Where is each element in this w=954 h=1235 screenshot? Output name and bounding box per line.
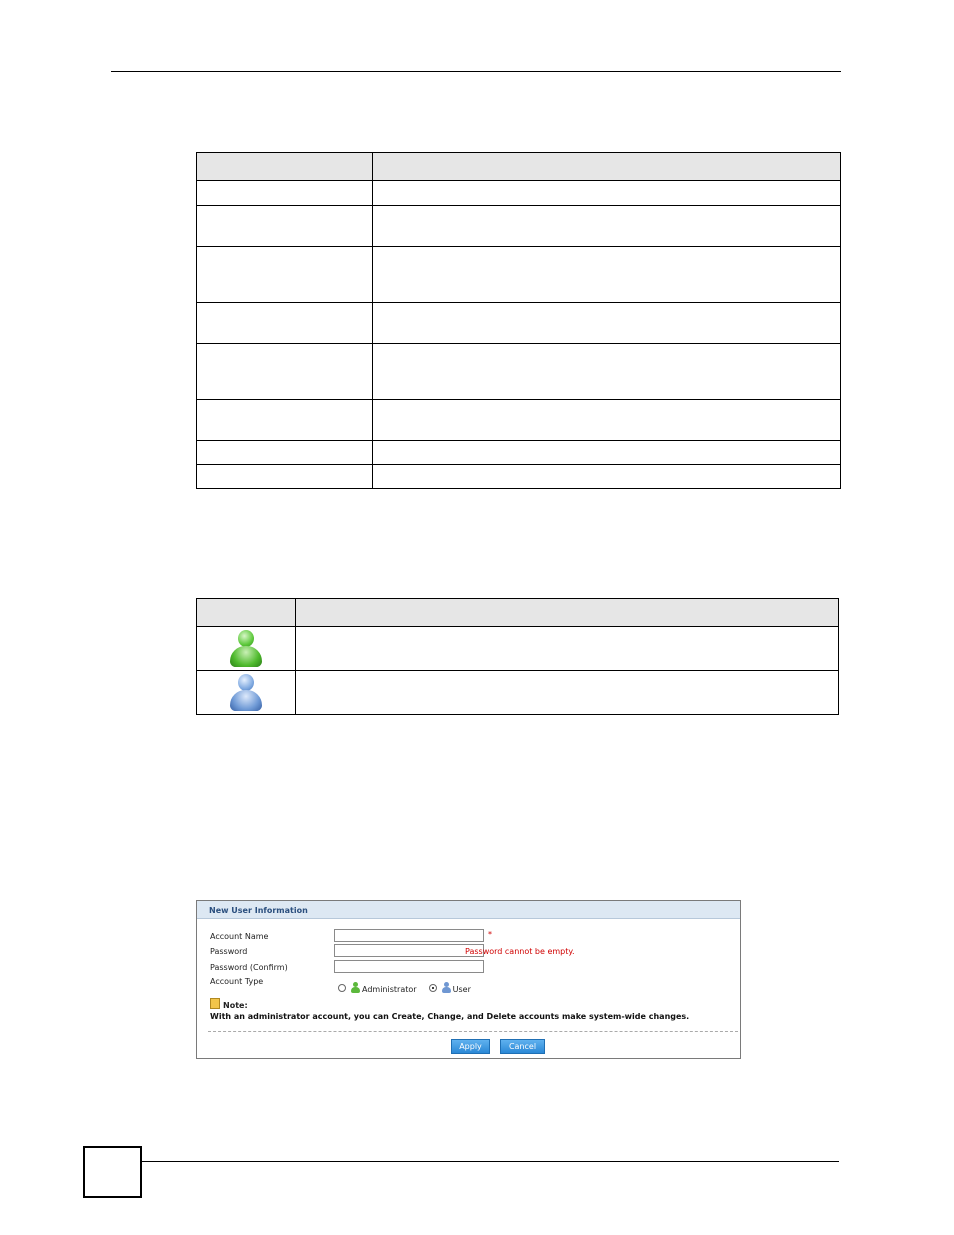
table-cell — [373, 206, 841, 247]
note-icon — [210, 998, 220, 1009]
table-cell — [197, 671, 296, 715]
table-header-cell — [197, 599, 296, 627]
administrator-icon — [226, 629, 266, 669]
table-cell — [197, 247, 373, 303]
user-option-label: User — [452, 985, 471, 994]
note-text: With an administrator account, you can Create, Change, and Delete accounts make system-wide changes. — [210, 1012, 690, 1021]
table-cell — [197, 206, 373, 247]
table-header-cell — [197, 153, 373, 181]
password-input[interactable] — [334, 944, 484, 957]
table-header-cell — [373, 153, 841, 181]
table-cell — [197, 627, 296, 671]
header-rule — [111, 71, 841, 72]
user-icon — [226, 673, 266, 713]
password-confirm-input[interactable] — [334, 960, 484, 973]
administrator-option-label: Administrator — [362, 985, 417, 994]
table-cell — [197, 344, 373, 400]
table-cell — [296, 627, 839, 671]
panel-title: New User Information — [197, 901, 740, 919]
account-type-options — [338, 982, 471, 994]
table-cell — [373, 400, 841, 441]
table-cell — [197, 181, 373, 206]
administrator-radio[interactable] — [338, 984, 346, 992]
user-radio[interactable] — [429, 984, 437, 992]
password-error-message: Password cannot be empty. — [465, 947, 575, 956]
field-description-table — [196, 152, 841, 489]
footer-rule — [140, 1161, 839, 1162]
table-cell — [373, 465, 841, 489]
table-cell — [373, 303, 841, 344]
page-number-box — [83, 1146, 142, 1198]
table-cell — [197, 441, 373, 465]
table-cell — [197, 400, 373, 441]
table-cell — [197, 303, 373, 344]
cancel-button[interactable]: Cancel — [500, 1039, 545, 1054]
note-heading: Note: — [210, 998, 248, 1010]
apply-button[interactable]: Apply — [451, 1039, 490, 1054]
administrator-icon — [350, 982, 361, 994]
table-header-cell — [296, 599, 839, 627]
password-label: Password — [210, 947, 248, 956]
table-cell — [197, 465, 373, 489]
user-icon — [441, 982, 452, 994]
table-cell — [296, 671, 839, 715]
password-confirm-label: Password (Confirm) — [210, 963, 288, 972]
account-icon-table — [196, 598, 839, 715]
table-cell — [373, 441, 841, 465]
account-name-label: Account Name — [210, 932, 269, 941]
table-cell — [373, 181, 841, 206]
new-user-information-panel — [196, 900, 741, 1059]
required-mark: * — [488, 930, 492, 939]
table-cell — [373, 247, 841, 303]
panel-divider — [208, 1031, 738, 1032]
account-type-label: Account Type — [210, 977, 264, 986]
table-cell — [373, 344, 841, 400]
account-name-input[interactable] — [334, 929, 484, 942]
